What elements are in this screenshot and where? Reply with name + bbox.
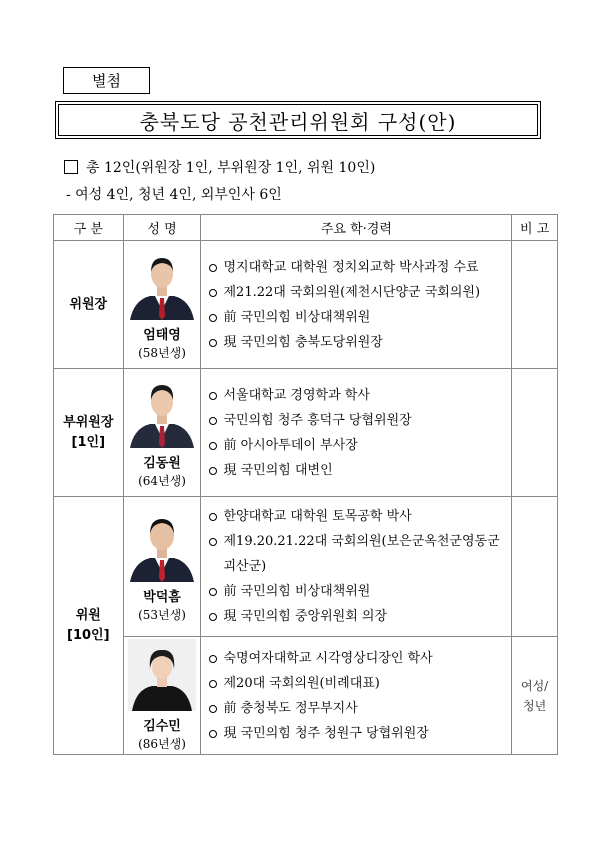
career-item: 前 국민의힘 비상대책위원 <box>209 305 505 330</box>
summary-breakdown: - 여성 4인, 청년 4인, 외부인사 6인 <box>66 187 282 203</box>
member-name: 박덕흠 <box>143 590 181 605</box>
table-row <box>54 637 558 755</box>
role-cell <box>54 369 124 497</box>
career-cell <box>201 241 512 369</box>
career-cell <box>201 369 512 497</box>
header-note: 비 고 <box>512 215 558 241</box>
table-row <box>54 241 558 369</box>
career-item: 前 국민의힘 비상대책위원 <box>209 579 505 604</box>
role-label: 부위원장 <box>63 414 114 430</box>
header-category: 구 분 <box>54 215 124 241</box>
career-item: 現 국민의힘 충북도당위원장 <box>209 330 505 355</box>
note-cell <box>512 241 558 369</box>
career-item: 제19.20.21.22대 국회의원(보은군옥천군영동군괴산군) <box>209 529 505 579</box>
document-title-text: 충북도당 공천관리위원회 구성(안) <box>139 109 457 134</box>
summary-total: 총 12인(위원장 1인, 부위원장 1인, 위원 10인) <box>86 160 376 176</box>
role-label: 위원장 <box>69 296 108 312</box>
note-text: 여성/ <box>521 678 549 693</box>
role-cell <box>54 241 124 369</box>
note-cell <box>512 637 558 755</box>
table-header-row <box>54 215 558 241</box>
member-photo <box>128 376 196 448</box>
career-item: 現 국민의힘 대변인 <box>209 458 505 483</box>
member-name: 엄태영 <box>143 328 181 343</box>
member-name: 김수민 <box>143 719 181 734</box>
member-photo <box>128 510 196 582</box>
composition-summary <box>64 157 376 203</box>
member-photo <box>128 639 196 711</box>
member-birth-year: (58년생) <box>138 346 186 360</box>
career-item: 現 국민의힘 중앙위원회 의장 <box>209 604 505 629</box>
career-cell <box>201 497 512 637</box>
committee-members-table <box>53 214 558 755</box>
table-row <box>54 497 558 637</box>
checkbox-bullet-icon <box>64 160 78 174</box>
note-cell <box>512 369 558 497</box>
career-item: 前 충청북도 정무부지사 <box>209 696 505 721</box>
career-item: 서울대학교 경영학과 학사 <box>209 383 505 408</box>
member-cell <box>123 637 201 755</box>
career-item: 제21.22대 국회의원(제천시단양군 국회의원) <box>209 280 505 305</box>
career-cell <box>201 637 512 755</box>
career-item: 명지대학교 대학원 정치외교학 박사과정 수료 <box>209 255 505 280</box>
member-cell <box>123 369 201 497</box>
note-text: 청년 <box>523 698 547 713</box>
career-item: 숙명여자대학교 시각영상디장인 학사 <box>209 646 505 671</box>
role-count: [1인] <box>71 434 106 450</box>
table-row <box>54 369 558 497</box>
document-title <box>55 101 541 139</box>
role-count: [10인] <box>67 627 110 643</box>
header-career: 주요 학·경력 <box>201 215 512 241</box>
member-birth-year: (64년생) <box>138 474 186 488</box>
note-cell <box>512 497 558 637</box>
role-label: 위원 <box>75 607 101 623</box>
member-cell <box>123 241 201 369</box>
role-cell <box>54 497 124 755</box>
header-name: 성 명 <box>123 215 201 241</box>
career-item: 제20대 국회의원(비례대표) <box>209 671 505 696</box>
member-birth-year: (53년생) <box>138 608 186 622</box>
career-item: 前 아시아투데이 부사장 <box>209 433 505 458</box>
career-item: 現 국민의힘 청주 청원구 당협위원장 <box>209 721 505 746</box>
attachment-label: 별첨 <box>63 67 150 94</box>
career-item: 국민의힘 청주 흥덕구 당협위원장 <box>209 408 505 433</box>
member-photo <box>128 248 196 320</box>
member-name: 김동원 <box>143 456 181 471</box>
member-cell <box>123 497 201 637</box>
member-birth-year: (86년생) <box>138 737 186 751</box>
career-item: 한양대학교 대학원 토목공학 박사 <box>209 504 505 529</box>
